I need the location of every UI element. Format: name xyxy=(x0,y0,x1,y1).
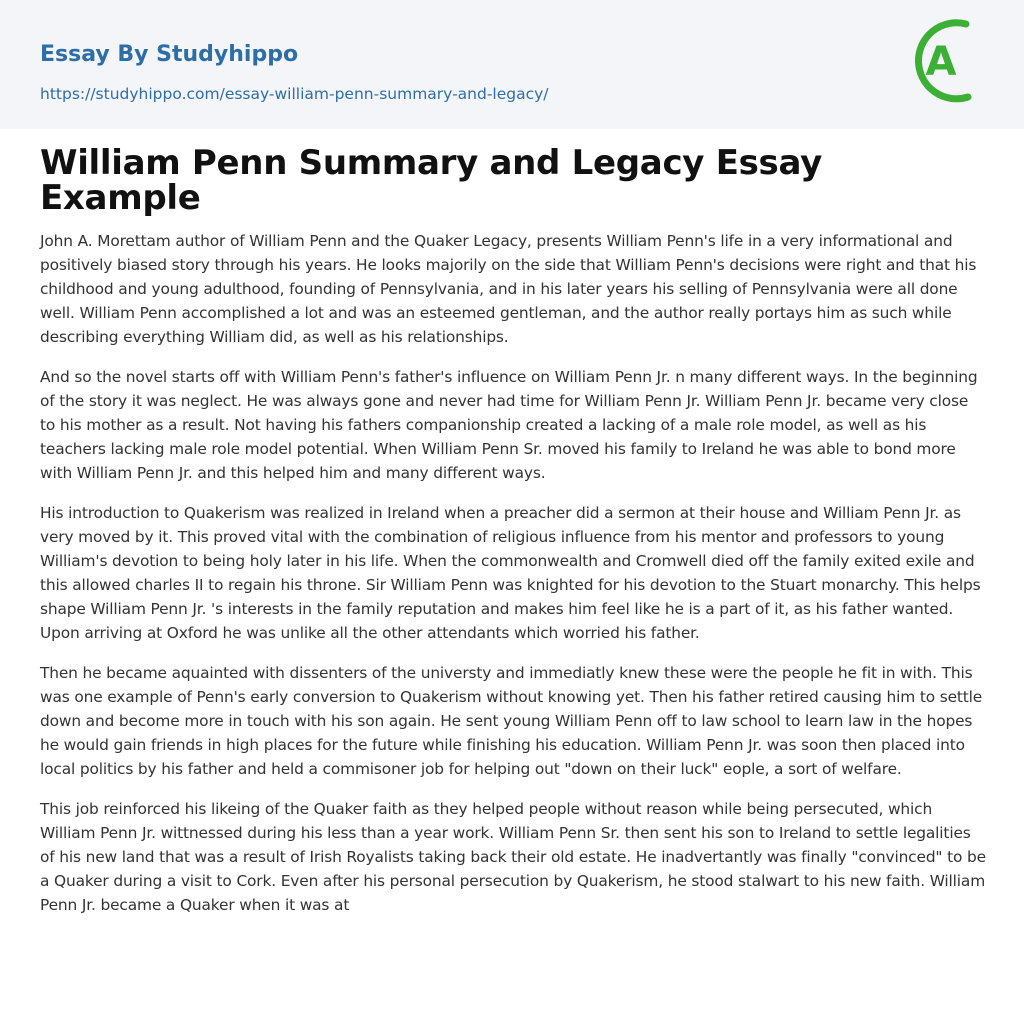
essay-paragraph: His introduction to Quakerism was realized in Ireland when a preacher did a sermon at their house and William Penn Jr. as very moved by it. This proved vital with the combination of religious influence from his mentor and professors to young William's devotion to being holy later in his life. When the commonwealth and Cromwell died off the family exited exile and this allowed charles II to regain his throne. Sir William Penn was knighted for his devotion to the Stuart monarchy. This helps shape William Penn Jr. 's interests in the family reputation and makes him feel like he is a part of it, as his father wanted. Upon arriving at Oxford he was unlike all the other attendants which worried his father. xyxy=(40,504,981,642)
essay-content xyxy=(40,143,988,933)
svg-text:A: A xyxy=(925,39,957,85)
studyhippo-logo-icon[interactable] xyxy=(906,17,992,107)
essay-paragraph: This job reinforced his likeing of the Quaker faith as they helped people without reason while being persecuted, which William Penn Jr. wittnessed during his less than a year work. William Penn Sr. then sent his son to Ireland to settle legalities of his new land that was a result of Irish Royalists taking back their old estate. He inadvertantly was finally "convinced" to be a Quaker during a visit to Cork. Even after his personal persecution by Quakerism, he stood stalwart to his new faith. William Penn Jr. became a Quaker when it was at xyxy=(40,800,986,914)
essay-paragraph: And so the novel starts off with William Penn's father's influence on William Penn Jr. n many different ways. In the beginning of the story it was neglect. He was always gone and never had time for William Penn Jr. William Penn Jr. became very close to his mother as a result. Not having his fathers companionship created a lacking of a male role model, as well as his teachers lacking male role model potential. When William Penn Sr. moved his family to Ireland he was able to bond more with William Penn Jr. and this helped him and many different ways. xyxy=(40,368,978,482)
essay-paragraph: Then he became aquainted with dissenters of the universty and immediatly knew these were the people he fit in with. This was one example of Penn's early conversion to Quakerism without knowing yet. Then his father retired causing him to settle down and become more in touch with his son again. He sent young William Penn off to law school to learn law in the hopes he would gain friends in high places for the future while finishing his education. William Penn Jr. was soon then placed into local politics by his father and held a commisoner job for helping out "down on their luck" eople, a sort of welfare. xyxy=(40,664,983,778)
page-url-link[interactable]: https://studyhippo.com/essay-william-penn-summary-and-legacy/ xyxy=(40,85,549,103)
essay-title: William Penn Summary and Legacy Essay Example xyxy=(40,143,822,218)
site-header xyxy=(0,0,1024,129)
essay-paragraph: John A. Morettam author of William Penn and the Quaker Legacy, presents William Penn's life in a very informational and positively biased story through his years. He looks majorily on the side that William Penn's decisions were right and that his childhood and young adulthood, founding of Pennsylvania, and in his later years his selling of Pennsylvania were all done well. William Penn accomplished a lot and was an esteemed gentleman, and the author really portays him as such while describing everything William did, as well as his relationships. xyxy=(40,232,977,346)
site-title[interactable]: Essay By Studyhippo xyxy=(40,42,299,67)
